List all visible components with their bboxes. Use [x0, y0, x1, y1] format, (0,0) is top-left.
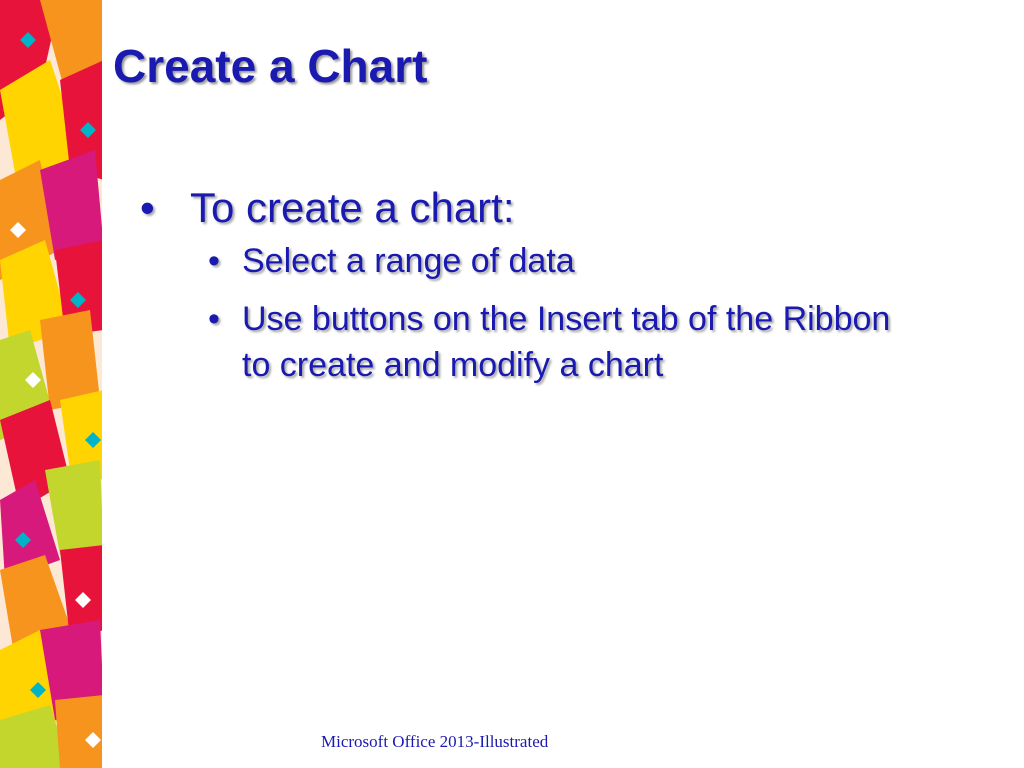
sub-bullet-list — [208, 238, 900, 388]
colorful-diamonds-pattern — [0, 0, 104, 768]
decorative-side-art — [0, 0, 104, 768]
bullet-marker: • — [208, 300, 220, 338]
bullet-text: To create a chart: — [190, 184, 515, 231]
slide-title: Create a Chart — [113, 40, 428, 92]
slide-footer: Microsoft Office 2013-Illustrated — [321, 732, 549, 751]
sub-bullet-text: Select a range of data — [242, 242, 575, 280]
sub-bullet-item — [208, 296, 900, 388]
bullet-marker: • — [140, 184, 155, 231]
slide-body — [140, 180, 900, 388]
bullet-marker: • — [208, 242, 220, 280]
sub-bullet-item — [208, 238, 900, 284]
sub-bullet-text: Use buttons on the Insert tab of the Ribbon to create and modify a chart — [242, 300, 891, 384]
bullet-level-1 — [140, 180, 900, 236]
